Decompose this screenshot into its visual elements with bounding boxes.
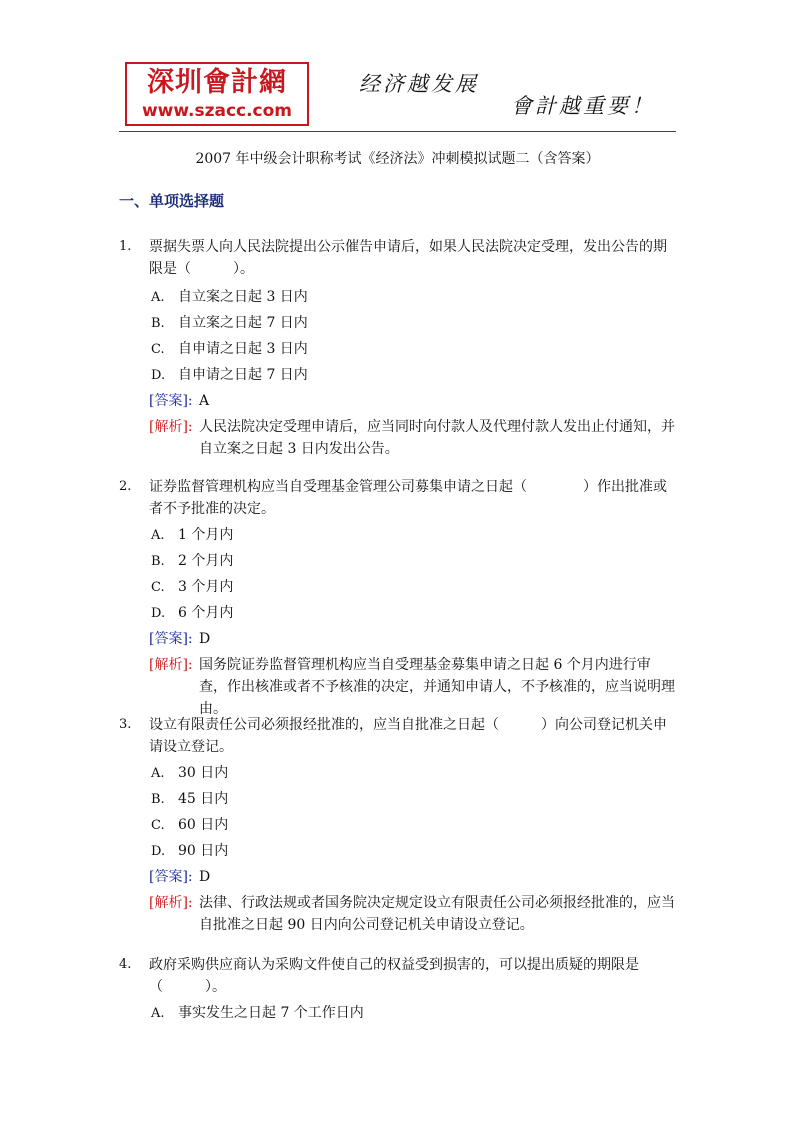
option-text: 45 日内 — [178, 791, 229, 807]
site-logo — [125, 62, 309, 126]
question-number: 2. — [119, 479, 132, 494]
option-d — [151, 364, 308, 387]
option-d — [151, 602, 233, 625]
option-text: 事实发生之日起 7 个工作日内 — [178, 1005, 364, 1021]
option-text: 6 个月内 — [178, 605, 234, 621]
answer-tag: [答案]: — [149, 869, 193, 885]
option-text: 自申请之日起 3 日内 — [178, 341, 308, 357]
option-text: 90 日内 — [178, 843, 229, 859]
answer-value: D — [199, 869, 211, 885]
option-letter: B. — [151, 554, 165, 569]
option-text: 60 日内 — [178, 817, 229, 833]
option-letter: D. — [151, 844, 166, 859]
question-text: 政府采购供应商认为采购文件使自己的权益受到损害的，可以提出质疑的期限是（ ）。 — [149, 957, 639, 995]
option-c — [151, 814, 228, 837]
analysis-text: 国务院证券监督管理机构应当自受理基金募集申请之日起 6 个月内进行审查，作出核准或者不予核准的决定，并通知申请人，不予核准的，应当说明理由。 — [199, 657, 675, 717]
answer-tag: [答案]: — [149, 393, 193, 409]
section-heading: 一、单项选择题 — [119, 192, 225, 210]
option-letter: A. — [151, 1006, 165, 1021]
option-letter: A. — [151, 766, 165, 781]
question-text: 设立有限责任公司必须报经批准的，应当自批准之日起（ ）向公司登记机关申请设立登记。 — [149, 717, 667, 755]
option-b — [151, 550, 233, 573]
option-letter: B. — [151, 792, 165, 807]
slogan-line-1: 经济越发展 — [359, 72, 479, 96]
question-number: 4. — [119, 957, 132, 972]
option-text: 3 个月内 — [178, 579, 234, 595]
analysis-text: 人民法院决定受理申请后，应当同时向付款人及代理付款人发出止付通知，并自立案之日起 3 日内发出公告。 — [199, 419, 675, 457]
option-letter: B. — [151, 316, 165, 331]
option-text: 自申请之日起 7 日内 — [178, 367, 308, 383]
analysis-tag: [解析]: — [149, 419, 193, 435]
slogan-line-2: 會計越重要！ — [511, 94, 655, 118]
analysis-tag: [解析]: — [149, 657, 193, 673]
option-a — [151, 762, 228, 785]
option-letter: A. — [151, 528, 165, 543]
option-c — [151, 576, 233, 599]
option-text: 1 个月内 — [178, 527, 234, 543]
header-divider — [119, 131, 676, 132]
logo-url: www.szacc.com — [141, 101, 293, 121]
option-letter: D. — [151, 606, 166, 621]
analysis-tag: [解析]: — [149, 895, 193, 911]
option-letter: D. — [151, 368, 166, 383]
option-b — [151, 788, 228, 811]
analysis-text: 法律、行政法规或者国务院决定规定设立有限责任公司必须报经批准的，应当自批准之日起 90 日内向公司登记机关申请设立登记。 — [199, 895, 675, 933]
answer-value: D — [199, 631, 211, 647]
option-text: 2 个月内 — [178, 553, 234, 569]
option-a — [151, 1002, 364, 1025]
option-c — [151, 338, 308, 361]
option-a — [151, 286, 308, 309]
document-title: 2007 年中级会计职称考试《经济法》冲刺模拟试题二（含答案） — [195, 151, 600, 167]
page-header — [119, 60, 676, 132]
option-d — [151, 840, 228, 863]
option-letter: A. — [151, 290, 165, 305]
question-text: 票据失票人向人民法院提出公示催告申请后，如果人民法院决定受理，发出公告的期限是（ ）。 — [149, 239, 667, 277]
option-a — [151, 524, 233, 547]
option-text: 自立案之日起 7 日内 — [178, 315, 308, 331]
answer-value: A — [199, 393, 210, 409]
question-text: 证券监督管理机构应当自受理基金管理公司募集申请之日起（ ）作出批准或者不予批准的决定。 — [149, 479, 667, 517]
logo-name: 深圳會計網 — [147, 67, 287, 98]
question-number: 1. — [119, 239, 132, 254]
answer-tag: [答案]: — [149, 631, 193, 647]
question-number: 3. — [119, 717, 132, 732]
option-letter: C. — [151, 342, 165, 357]
option-letter: C. — [151, 818, 165, 833]
option-text: 自立案之日起 3 日内 — [178, 289, 308, 305]
option-letter: C. — [151, 580, 165, 595]
option-b — [151, 312, 308, 335]
option-text: 30 日内 — [178, 765, 229, 781]
